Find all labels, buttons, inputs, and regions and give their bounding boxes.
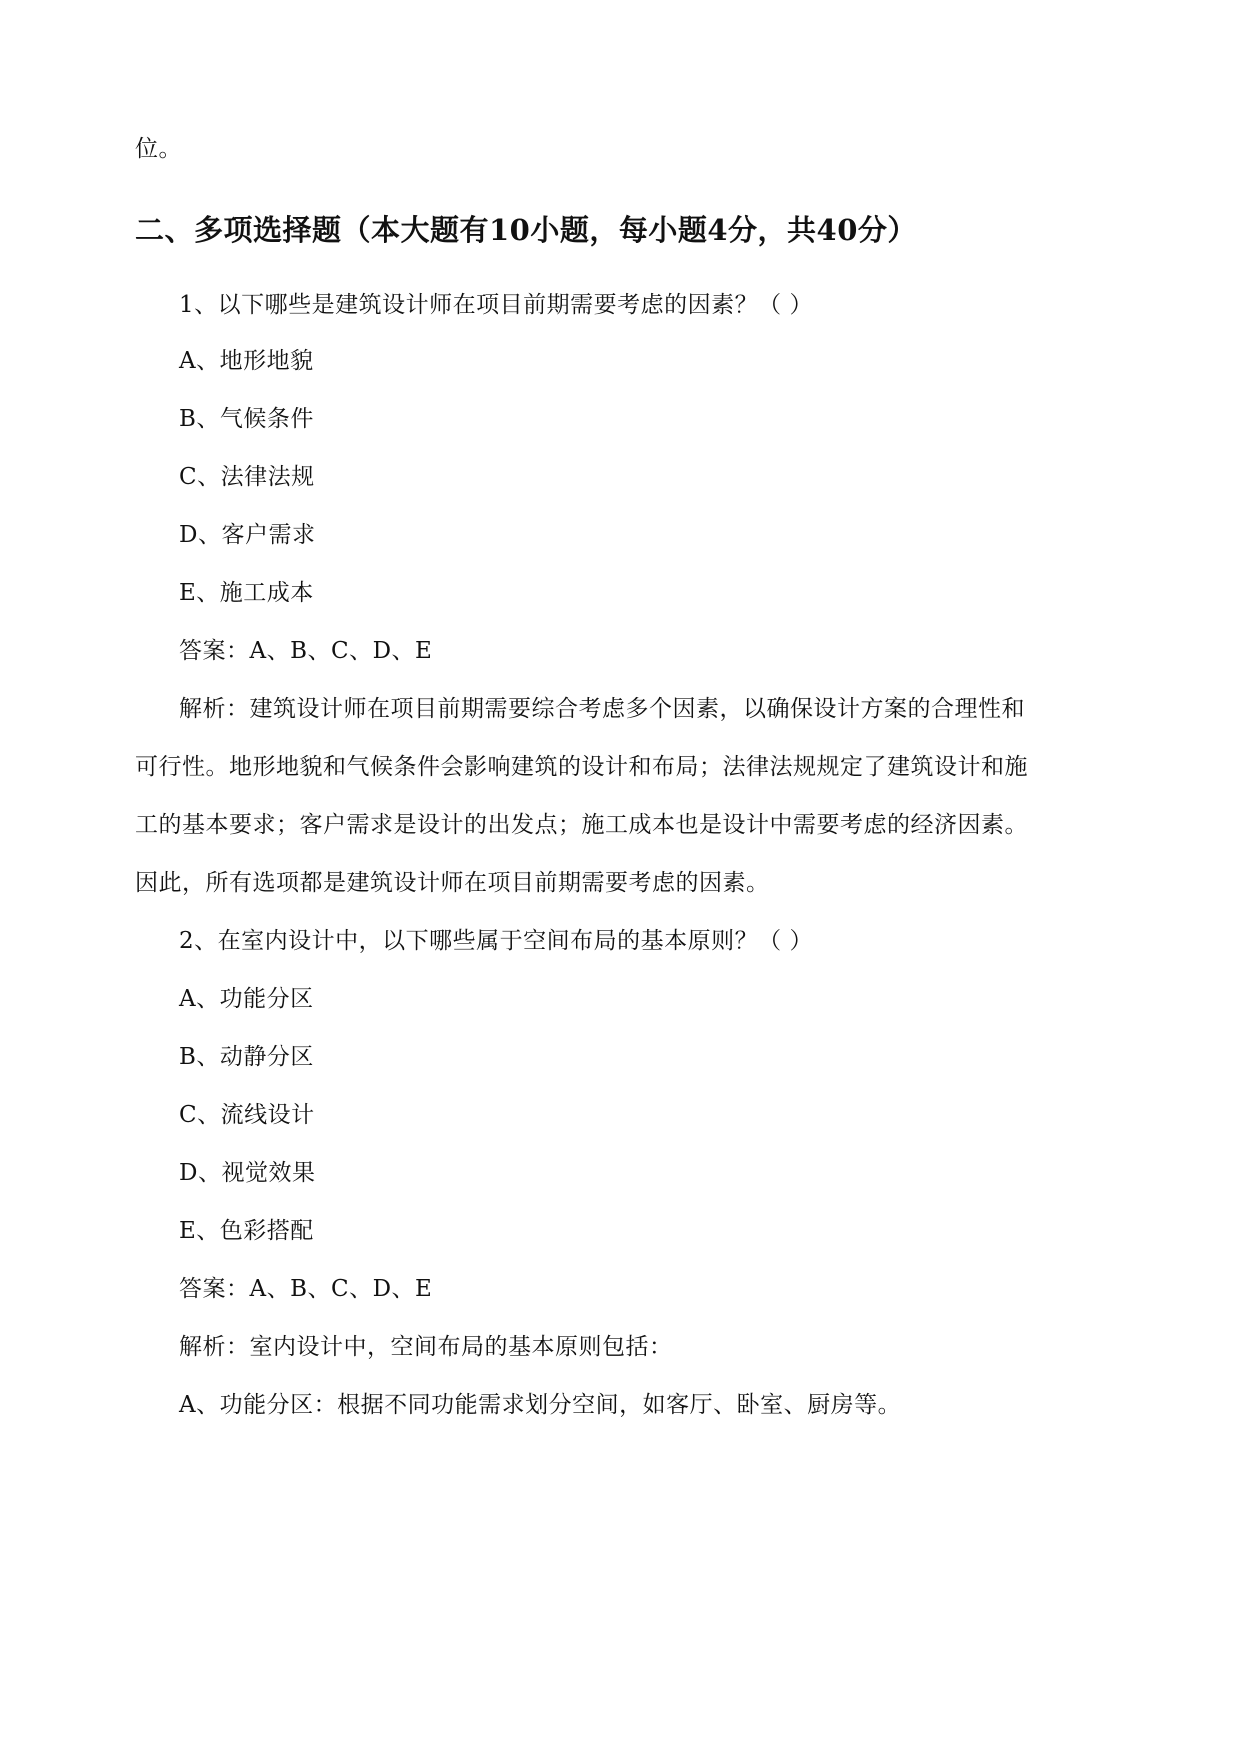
question-1-option-a: A、地形地貌: [179, 348, 314, 374]
question-1-analysis-line-2: 可行性。地形地貌和气候条件会影响建筑的设计和布局；法律法规规定了建筑设计和施: [135, 754, 1028, 780]
question-1-stem: 1、以下哪些是建筑设计师在项目前期需要考虑的因素？（ ）: [179, 292, 813, 318]
question-1-option-e: E、施工成本: [179, 580, 314, 606]
question-2-answer: 答案：A、B、C、D、E: [179, 1276, 433, 1302]
question-1-analysis-line-4: 因此，所有选项都是建筑设计师在项目前期需要考虑的因素。: [135, 870, 770, 896]
question-2-option-a: A、功能分区: [179, 986, 314, 1012]
question-2-stem: 2、在室内设计中，以下哪些属于空间布局的基本原则？（ ）: [179, 928, 813, 954]
question-2-option-c: C、流线设计: [179, 1102, 315, 1128]
question-2-option-d: D、视觉效果: [179, 1160, 316, 1186]
question-2-option-e: E、色彩搭配: [179, 1218, 314, 1244]
question-1-option-d: D、客户需求: [179, 522, 316, 548]
section-heading: 二、多项选择题（本大题有10小题，每小题4分，共40分）: [135, 213, 917, 247]
question-2-analysis-line-1: 解析：室内设计中，空间布局的基本原则包括：: [179, 1334, 673, 1360]
question-2-option-b: B、动静分区: [179, 1044, 314, 1070]
question-1-option-c: C、法律法规: [179, 464, 315, 490]
question-1-analysis-line-1: 解析：建筑设计师在项目前期需要综合考虑多个因素，以确保设计方案的合理性和: [179, 696, 1025, 722]
continuation-text: 位。: [135, 136, 182, 162]
question-1-answer: 答案：A、B、C、D、E: [179, 638, 433, 664]
question-1-analysis-line-3: 工的基本要求；客户需求是设计的出发点；施工成本也是设计中需要考虑的经济因素。: [135, 812, 1028, 838]
question-2-analysis-line-2: A、功能分区：根据不同功能需求划分空间，如客厅、卧室、厨房等。: [179, 1392, 902, 1418]
question-1-option-b: B、气候条件: [179, 406, 314, 432]
